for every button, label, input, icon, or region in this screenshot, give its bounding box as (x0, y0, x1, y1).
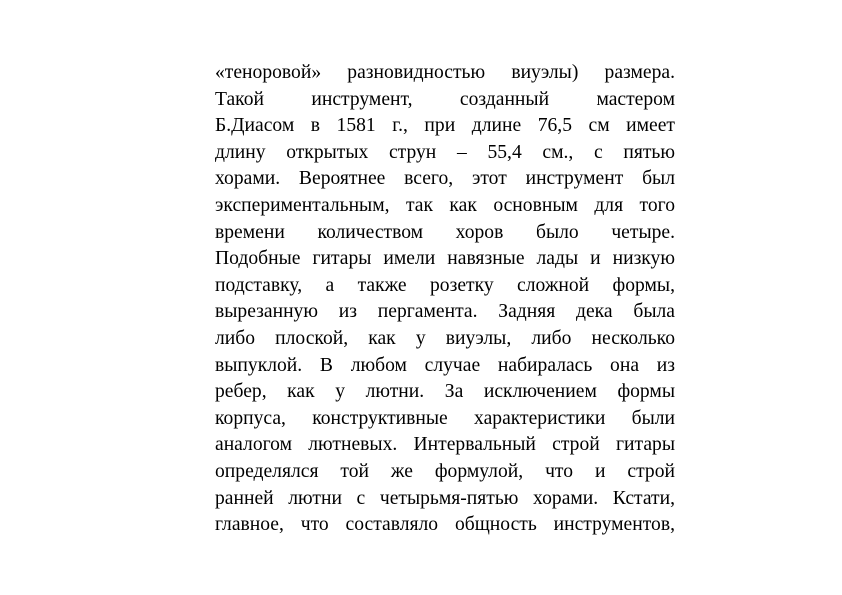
text-line: аналогом лютневых. Интервальный строй гитары (215, 434, 675, 456)
text-line: главное, что составляло общность инструментов, (215, 514, 675, 536)
text-line: корпуса, конструктивные характеристики были (215, 407, 675, 429)
text-line: выпуклой. В любом случае набиралась она из (215, 354, 675, 376)
text-line: Такой инструмент, созданный мастером (215, 88, 675, 110)
body-text (215, 60, 675, 539)
text-line: определялся той же формулой, что и строй (215, 460, 675, 482)
text-line: вырезанную из пергамента. Задняя дека была (215, 301, 675, 323)
text-line: ранней лютни с четырьмя-пятью хорами. Кстати, (215, 487, 675, 509)
text-line: «теноровой» разновидностью виуэлы) размера. (215, 62, 675, 83)
text-line: Б.Диасом в 1581 г., при длине 76,5 см имеет (215, 115, 675, 137)
text-line: времени количеством хоров было четыре. (215, 221, 675, 243)
text-line: экспериментальным, так как основным для того (215, 194, 675, 216)
text-line: длину открытых струн – 55,4 см., с пятью (215, 141, 675, 163)
text-line: либо плоской, как у виуэлы, либо несколько (215, 327, 675, 349)
text-line: хорами. Вероятнее всего, этот инструмент был (215, 168, 675, 190)
text-line: Подобные гитары имели навязные лады и низкую (215, 248, 675, 270)
text-line: подставку, а также розетку сложной формы, (215, 274, 675, 296)
text-line: ребер, как у лютни. За исключением формы (215, 381, 675, 403)
